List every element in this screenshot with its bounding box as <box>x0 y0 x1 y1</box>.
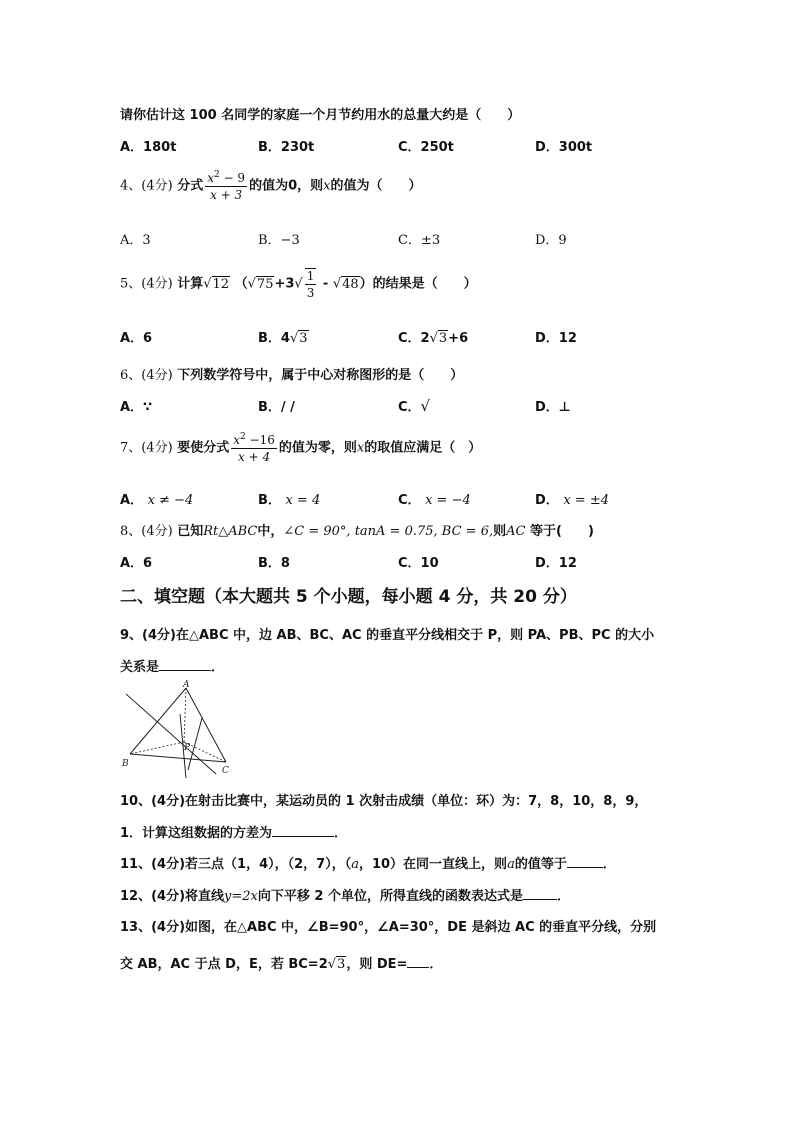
q8-option-c: C．10 <box>398 556 439 571</box>
q10-line2: 1．计算这组数据的方差为 ． <box>120 826 348 841</box>
side-ab <box>130 688 186 754</box>
q4-option-a: A．3 <box>120 233 151 248</box>
q10-answer-blank <box>272 824 334 837</box>
q6-number: 6、(4分) <box>120 368 173 383</box>
q12-stem: 12、(4分)将直线y=2x向下平移 2 个单位，所得直线的函数表达式是 ． <box>120 889 570 904</box>
label-a: A <box>183 680 190 690</box>
q6-option-b: B．/ / <box>258 400 295 415</box>
q7-option-a: A． x ≠ −4 <box>120 493 194 508</box>
q5-radicand-75: 75 <box>256 276 274 292</box>
q3-option-a: A．180t <box>120 140 177 155</box>
side-ac <box>186 688 226 762</box>
q12-answer-blank <box>523 887 557 900</box>
q13-answer-blank <box>407 955 429 968</box>
label-b: B <box>122 759 129 769</box>
q13-line1: 13、(4分)如图，在△ABC 中，∠B=90°，∠A=30°，DE 是斜边 AC 的垂直平分线，分别 <box>120 920 657 935</box>
q11-stem: 11、(4分)若三点（1，4），（2，7），（a，10）在同一直线上，则a的值等于 ． <box>120 857 616 872</box>
q7-option-b: B． x = 4 <box>258 493 321 508</box>
q10-line1: 10、(4分)在射击比赛中，某运动员的 1 次射击成绩（单位：环）为：7，8，10，8，9， <box>120 794 648 809</box>
q11-answer-blank <box>567 855 603 868</box>
q7-option-d: D． x = ±4 <box>535 493 609 508</box>
q8-number: 8、(4分) <box>120 524 173 539</box>
q8-option-b: B．8 <box>258 556 290 571</box>
side-bc <box>130 754 226 762</box>
q4-option-d: D．9 <box>535 233 567 248</box>
q4-number: 4、(4分) <box>120 178 173 194</box>
q5-stem: 5、(4分) 计算√12 （√75+3√ $\frac{1}{3}$ - √48）的结果是（ ） <box>120 269 477 300</box>
q8-option-a: A．6 <box>120 556 153 571</box>
q3-option-b: B．230t <box>258 140 315 155</box>
q6-option-d: D．⊥ <box>535 400 571 415</box>
q4-fraction: $\frac{x^2 - 9}{x + 3}$ <box>207 170 246 202</box>
triangle-figure <box>118 678 248 778</box>
q6-option-c: C．√ <box>398 397 431 415</box>
q6-text: 下列数学符号中，属于中心对称图形的是（ ） <box>177 368 464 383</box>
q7-fraction: $\frac{x^2 -16}{x + 4}$ <box>233 432 275 464</box>
q4-text-post: 的值为0，则 <box>249 178 324 194</box>
q9-line1: 9、(4分)在△ABC 中，边 AB、BC、AC 的垂直平分线相交于 P，则 PA、PB、PC 的大小 <box>120 628 655 643</box>
q9-answer-blank <box>159 658 211 671</box>
q7-number: 7、(4分) <box>120 440 173 456</box>
q3-option-d: D．300t <box>535 140 593 155</box>
q5-option-d: D．12 <box>535 331 577 346</box>
q4-text-post2: 的值为（ ） <box>330 178 422 194</box>
q5-number: 5、(4分) <box>120 276 173 292</box>
q5-radicand-12: 12 <box>212 276 230 292</box>
q7-stem: 7、(4分) 要使分式 $\frac{x^2 -16}{x + 4}$ 的值为零，则x的取值应满足（ ） <box>120 432 482 464</box>
q4-option-b: B．−3 <box>258 233 300 248</box>
q8-option-d: D．12 <box>535 556 577 571</box>
q3-option-c: C．250t <box>398 140 454 155</box>
q5-text-pre: 计算 <box>177 276 204 292</box>
q6-option-a: A．∵ <box>120 400 153 415</box>
q3-stem: 请你估计这 100 名同学的家庭一个月节约用水的总量大约是（ ） <box>120 108 521 123</box>
q5-option-c: C．2√3+6 <box>398 331 469 346</box>
bisector-3 <box>188 718 202 770</box>
q4-text-pre: 分式 <box>177 178 204 194</box>
q9-line2: 关系是 ． <box>120 660 225 675</box>
label-c: C <box>222 766 229 776</box>
q4-stem <box>120 170 421 202</box>
q13-line2: 交 AB，AC 于点 D，E，若 BC=2√3，则 DE= ． <box>120 957 443 972</box>
q5-option-b: B．4√3 <box>258 331 308 346</box>
q5-fraction: $\frac{1}{3}$ <box>306 269 315 300</box>
q7-option-c: C． x = −4 <box>398 493 471 508</box>
section-title: 二、填空题（本大题共 5 个小题，每小题 4 分，共 20 分） <box>120 587 577 607</box>
q4-option-c: C．±3 <box>398 233 441 248</box>
label-p: P <box>184 743 191 753</box>
q6-stem <box>120 364 463 383</box>
q4-var: x <box>323 178 331 194</box>
q8-stem: 8、(4分) 已知Rt△ABC中，∠C = 90°, tanA = 0.75, BC = 6,则AC 等于( ) <box>120 524 594 539</box>
pa-segment <box>184 688 186 742</box>
q5-radicand-48: 48 <box>342 276 359 292</box>
sqrt-symbol-icon: √ <box>420 397 431 415</box>
q5-option-a: A．6 <box>120 331 153 346</box>
